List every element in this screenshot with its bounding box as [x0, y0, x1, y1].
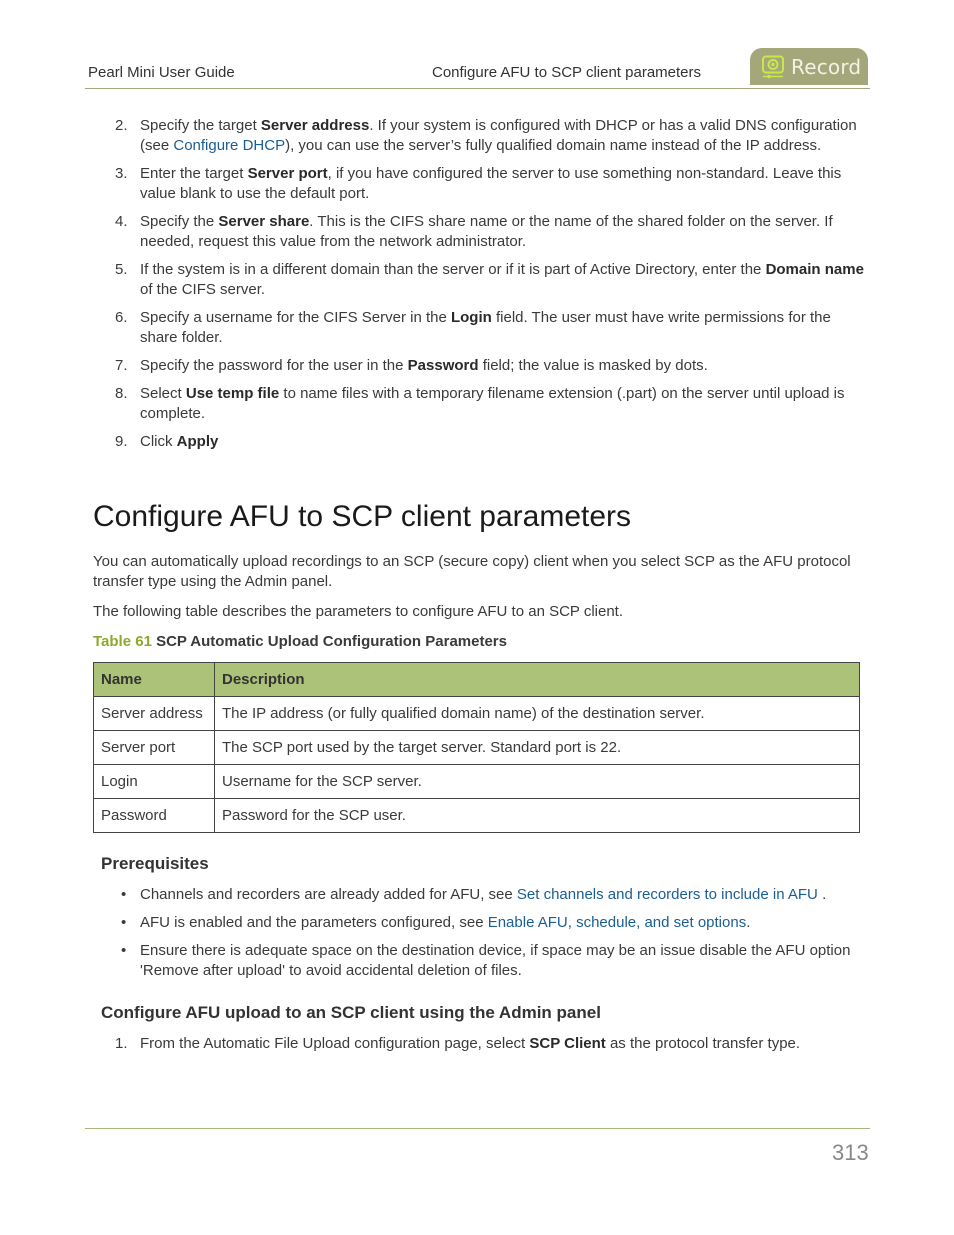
bullet-text: AFU is enabled and the parameters configured, see Enable AFU, schedule, and set options.	[140, 914, 751, 931]
page-header	[85, 48, 870, 89]
table-caption	[93, 633, 507, 650]
step-number: 3.	[115, 165, 128, 182]
page-number: 313	[832, 1140, 869, 1165]
step-text: If the system is in a different domain than the server or if it is part of Active Directory, enter the Domain name of the CIFS server.	[140, 261, 864, 298]
step-text: From the Automatic File Upload configuration page, select SCP Client as the protocol transfer type.	[140, 1035, 801, 1052]
step-text: Click Apply	[140, 433, 219, 450]
table-header-row	[94, 663, 860, 697]
param-name: Login	[94, 765, 215, 799]
cross-reference-link[interactable]: Configure DHCP	[173, 137, 286, 154]
list-item	[100, 913, 865, 933]
bullet-icon: •	[121, 942, 127, 959]
param-description: The IP address (or fully qualified domain name) of the destination server.	[215, 697, 860, 731]
param-description: The SCP port used by the target server. Standard port is 22.	[215, 731, 860, 765]
step-text: Select Use temp file to name files with a temporary filename extension (.part) on the server until upload is complete.	[140, 385, 845, 422]
step-number: 9.	[115, 433, 128, 450]
bold-term: Server address	[260, 117, 370, 134]
bold-term: Login	[450, 309, 492, 326]
steps-list-top	[100, 116, 865, 460]
guide-title: Pearl Mini User Guide	[88, 64, 235, 81]
bullet-text: Ensure there is adequate space on the destination device, if space may be an issue disable the AFU option 'Remove after upload' to avoid accidental deletion of files.	[140, 942, 851, 979]
step-text: Specify the password for the user in the Password field; the value is masked by dots.	[140, 357, 708, 374]
footer-divider	[85, 1128, 870, 1129]
column-header-name: Name	[94, 663, 215, 697]
prerequisites-list	[100, 885, 865, 989]
cross-reference-link[interactable]: Set channels and recorders to include in AFU	[516, 886, 818, 903]
list-item	[100, 116, 865, 156]
table-row	[94, 765, 860, 799]
table-row	[94, 697, 860, 731]
table-row	[94, 731, 860, 765]
step-text: Specify a username for the CIFS Server in the Login field. The user must have write permissions for the share folder.	[140, 309, 831, 346]
list-item	[100, 308, 865, 348]
list-item	[100, 164, 865, 204]
list-item	[100, 941, 865, 981]
admin-panel-heading: Configure AFU upload to an SCP client using the Admin panel	[101, 1003, 601, 1022]
param-name: Server address	[94, 697, 215, 731]
bold-term: Server port	[247, 165, 328, 182]
list-item	[100, 212, 865, 252]
step-number: 2.	[115, 117, 128, 134]
record-badge-label: Record	[791, 54, 862, 79]
list-item	[100, 260, 865, 300]
table-number: Table 61	[93, 633, 152, 650]
bold-term: Domain name	[765, 261, 864, 278]
bold-term: Password	[407, 357, 479, 374]
param-description: Password for the SCP user.	[215, 799, 860, 833]
step-text: Enter the target Server port, if you have configured the server to use something non-standard. Leave this value blank to use the default port.	[140, 165, 842, 202]
bullet-text: Channels and recorders are already added for AFU, see Set channels and recorders to include in AFU .	[140, 886, 827, 903]
param-name: Server port	[94, 731, 215, 765]
section-intro: You can automatically upload recordings to an SCP (secure copy) client when you select SCP as the AFU protocol transfer type using the Admin panel.	[93, 553, 851, 590]
step-text: Specify the target Server address. If your system is configured with DHCP or has a valid DNS configuration (see Configure DHCP), you can use the server’s fully qualified domain name instead of the IP address.	[140, 117, 857, 154]
list-item	[100, 356, 865, 376]
step-text: Specify the Server share. This is the CIFS share name or the name of the shared folder on the server. If needed, request this value from the network administrator.	[140, 213, 833, 250]
bold-term: SCP Client	[529, 1035, 606, 1052]
prerequisites-heading: Prerequisites	[101, 854, 209, 873]
record-icon	[761, 55, 785, 79]
list-item	[100, 885, 865, 905]
cross-reference-link[interactable]: Enable AFU, schedule, and set options	[487, 914, 747, 931]
column-header-description: Description	[215, 663, 860, 697]
section-title: Configure AFU to SCP client parameters	[93, 500, 632, 533]
bold-term: Use temp file	[185, 385, 280, 402]
bold-term: Server share	[218, 213, 310, 230]
step-number: 1.	[115, 1035, 128, 1052]
bullet-icon: •	[121, 886, 127, 903]
bullet-icon: •	[121, 914, 127, 931]
table-row	[94, 799, 860, 833]
param-name: Password	[94, 799, 215, 833]
table-caption-text: SCP Automatic Upload Configuration Parameters	[151, 633, 507, 650]
list-item	[100, 384, 865, 424]
step-number: 7.	[115, 357, 128, 374]
table-intro: The following table describes the parameters to configure AFU to an SCP client.	[93, 603, 624, 620]
admin-panel-steps	[100, 1034, 865, 1062]
step-number: 6.	[115, 309, 128, 326]
record-badge	[750, 48, 868, 85]
param-description: Username for the SCP server.	[215, 765, 860, 799]
bold-term: Apply	[176, 433, 219, 450]
step-number: 5.	[115, 261, 128, 278]
step-number: 8.	[115, 385, 128, 402]
step-number: 4.	[115, 213, 128, 230]
parameters-table	[93, 662, 860, 833]
list-item	[100, 1034, 865, 1054]
list-item	[100, 432, 865, 452]
header-section-title: Configure AFU to SCP client parameters	[432, 64, 702, 81]
